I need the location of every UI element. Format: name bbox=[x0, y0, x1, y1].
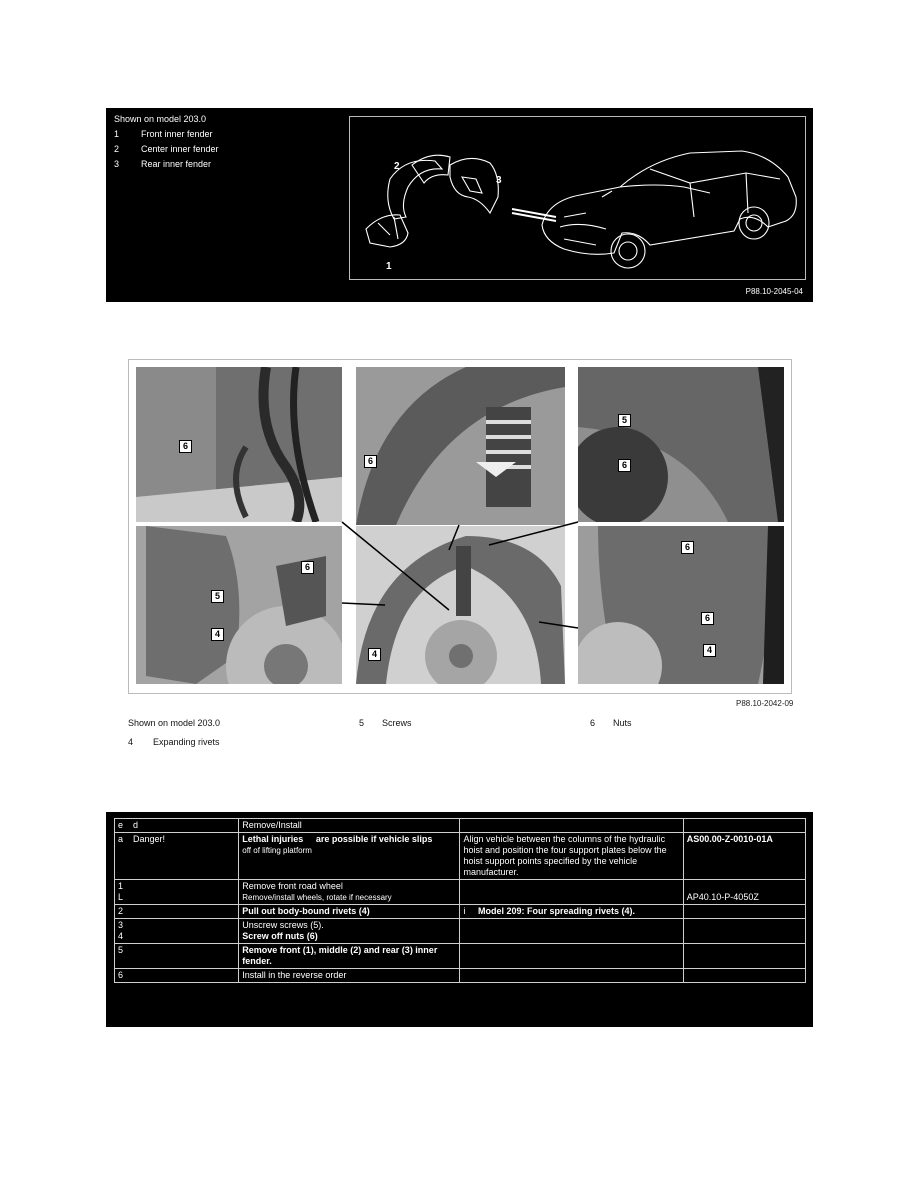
figure-legend bbox=[114, 112, 219, 172]
photo-figure-reference: P88.10-2042-09 bbox=[736, 699, 794, 708]
figure-reference: P88.10-2045-04 bbox=[745, 287, 803, 296]
figure-title: Shown on model 203.0 bbox=[114, 114, 207, 124]
caption-shown-on: Shown on model 203.0 bbox=[128, 718, 221, 728]
diagram-label-2: 2 bbox=[394, 161, 400, 172]
table-row-step-6: 6 Install in the reverse order bbox=[115, 969, 806, 983]
callout-rivet: 4 bbox=[368, 648, 381, 661]
leader-lines bbox=[129, 360, 791, 693]
callout-nut: 6 bbox=[179, 440, 192, 453]
table-row-step-5: 5 Remove front (1), middle (2) and rear (3) inner fender. bbox=[115, 944, 806, 969]
callout-nut: 6 bbox=[618, 459, 631, 472]
callout-nut: 6 bbox=[681, 541, 694, 554]
table-row-step-3-4: 3 4 Unscrew screws (5). Screw off nuts (6) bbox=[115, 919, 806, 944]
table-row-danger: a Danger! Lethal injuries are possible if vehicle slips off of lifting platform Align vehicle between the columns of the hydraulic hoist and position the four support plates below the hoist support points specified by the vehicle manufacturer. AS00.00-Z-0010-01A bbox=[115, 833, 806, 880]
table-row-step-1: 1 L Remove front road wheel Remove/install wheels, rotate if necessary AP40.10-P-4050Z bbox=[115, 880, 806, 905]
legend-item: 3 Rear inner fender bbox=[114, 159, 212, 169]
procedure-table bbox=[114, 818, 806, 983]
callout-nut: 6 bbox=[701, 612, 714, 625]
diagram-label-1: 1 bbox=[386, 261, 392, 272]
car-exploded-diagram bbox=[350, 117, 805, 279]
procedure-table-panel bbox=[106, 812, 813, 1027]
caption-item-rivets: 4 Expanding rivets bbox=[128, 737, 220, 747]
callout-rivet: 4 bbox=[703, 644, 716, 657]
caption-item-screws: 5 Screws bbox=[359, 718, 412, 728]
legend-item: 1 Front inner fender bbox=[114, 129, 213, 139]
info-icon: i bbox=[463, 906, 466, 916]
diagram-label-3: 3 bbox=[496, 175, 502, 186]
callout-screw: 5 bbox=[211, 590, 224, 603]
callout-nut: 6 bbox=[301, 561, 314, 574]
callout-rivet: 4 bbox=[211, 628, 224, 641]
overview-figure bbox=[106, 108, 813, 302]
callout-screw: 5 bbox=[618, 414, 631, 427]
table-header-row: e d Remove/Install bbox=[115, 819, 806, 833]
detail-photo-figure bbox=[128, 359, 792, 694]
callout-nut: 6 bbox=[364, 455, 377, 468]
table-row-step-2: 2 Pull out body-bound rivets (4) i Model 209: Four spreading rivets (4). bbox=[115, 905, 806, 919]
legend-item: 2 Center inner fender bbox=[114, 144, 219, 154]
exploded-view-frame bbox=[349, 116, 806, 280]
caption-item-nuts: 6 Nuts bbox=[590, 718, 632, 728]
